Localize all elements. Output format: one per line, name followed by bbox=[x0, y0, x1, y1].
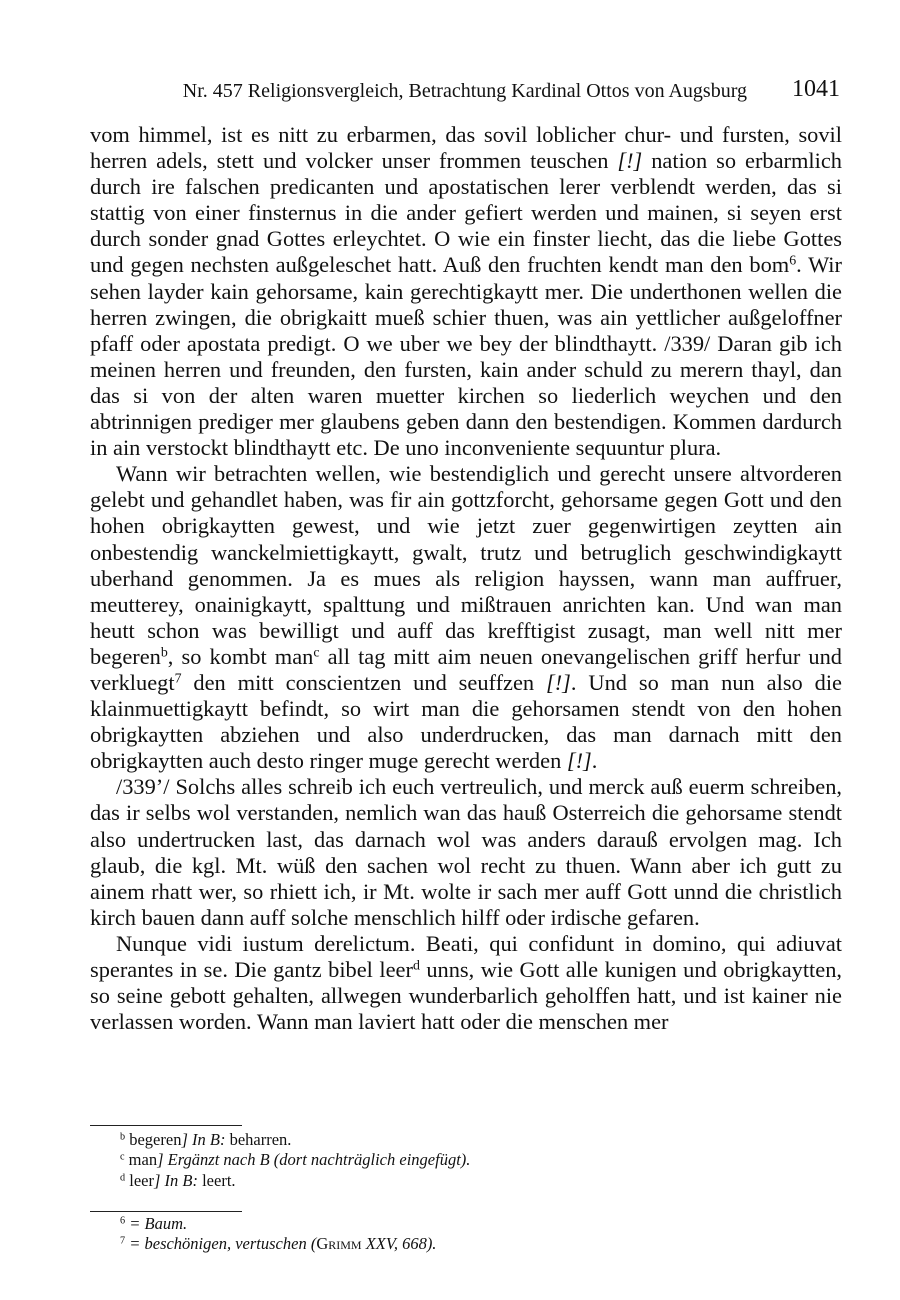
note-bracket: ] bbox=[181, 1130, 192, 1149]
text-run: . bbox=[591, 748, 598, 774]
commentary-rule bbox=[90, 1211, 242, 1212]
note-lemma: begeren bbox=[125, 1130, 182, 1149]
editorial-mark: [!] bbox=[546, 669, 571, 695]
text-run: , so kombt man bbox=[167, 643, 314, 669]
footnote-ref-d[interactable]: d bbox=[412, 958, 420, 974]
note-reference: Grimm bbox=[316, 1234, 362, 1254]
note-source: In B: bbox=[164, 1170, 198, 1190]
commentary-notes bbox=[120, 1214, 840, 1255]
text-run: nation so erbarmlich durch ire falschen predicanten und apostatischen lerer verblendt werden, das si stattig von einer finsternus in die ander gefiert werden und mainen, si seyen erst durch sonder gnad Gottes erleychtet. O wie ein finster liecht, das die liebe Gottes und gegen nechsten außgeleschet hatt. Auß den fruchten kendt man den bom bbox=[90, 148, 842, 278]
note-text: = beschönigen, vertuschen ( bbox=[125, 1234, 317, 1254]
paragraph-2 bbox=[90, 461, 842, 774]
note-bracket: ] bbox=[153, 1170, 165, 1190]
note-mark: 6 bbox=[120, 1215, 126, 1227]
text-run: /339’/ Solchs alles schreib ich euch vertreulich, und merck auß euerm schreiben, das ir selbs wol verstanden, nemlich wan das hauß Osterreich die gehorsame stendt also undertrucken last, das darnach wol was anders darauß ervolgen mag. Ich glaub, die kgl. Mt. wüß den sachen wol recht zu thuen. Wann aber ich gutt zu ainem rhatt wer, so rhiett ich, ir Mt. wolte ir sach mer auff Gott unnd die christlich kirch bauen dann auff solche menschlich hilff oder irdische gefaren. bbox=[90, 774, 842, 930]
apparatus-note bbox=[120, 1130, 840, 1150]
footnote-ref-6[interactable]: 6 bbox=[789, 253, 797, 269]
footnote-rule bbox=[90, 1125, 242, 1126]
text-run: den mitt conscientzen und seuffzen bbox=[181, 669, 547, 695]
running-title: Nr. 457 Religionsvergleich, Betrachtung Kardinal Ottos von Augsburg bbox=[182, 80, 747, 102]
note-mark: d bbox=[120, 1171, 126, 1183]
commentary-note bbox=[120, 1214, 840, 1234]
note-mark: c bbox=[120, 1151, 125, 1163]
text-run: vom himmel, ist es nitt zu erbarmen, das sovil loblicher chur- und fursten, sovil herren adels, stett und volcker unser frommen teuschen bbox=[90, 122, 842, 174]
note-lemma: man bbox=[124, 1150, 158, 1170]
footnote-ref-c[interactable]: c bbox=[313, 645, 320, 661]
note-source: In B: bbox=[192, 1130, 226, 1149]
text-run: Wann wir betrachten wellen, wie bestendiglich und gerecht unsere altvorderen gelebt und gehandlet haben, was fir ain gottzforcht, gehorsame gegen Gott und den hohen obrigkaytten gewest, und wie jetzt zuer gegenwirtigen zeytten ain onbestendig wanckelmiettigkaytt, gwalt, trutz und betruglich geschwindigkaytt uberhand genommen. Ja es mues als religion hayssen, wann man auffruer, meutterey, onainigkaytt, spalttung und mißtrauen anrichten kan. Und wan man heutt schon was bewilligt und auff das krefftigist zusagt, man well nitt mer begeren bbox=[90, 461, 842, 669]
apparatus-note bbox=[120, 1150, 840, 1170]
paragraph-4 bbox=[90, 931, 842, 1035]
text-run: . Wir sehen layder kain gehorsame, kain gerechtigkaytt mer. Die underthonen wellen die herren zwingen, die obrigkaitt mueß schier thuen, was ain yettlicher außgeloffner pfaff oder apostata predigt. O we uber we bey der blindthaytt. /339/ Daran gib ich meinen herren und freunden, den fursten, kain ander schuld zu merern thayl, dan das si von der alten waren muetter kirchen so liederlich weychen und den abtrinnigen prediger mer glaubens geben dann den bestendigen. Kommen dardurch in ain verstockt blindthaytt etc. De uno inconveniente sequuntur plura. bbox=[90, 252, 842, 461]
page-header bbox=[90, 76, 840, 106]
note-mark: b bbox=[120, 1131, 126, 1143]
note-text: = Baum. bbox=[125, 1214, 188, 1233]
text-run: . Und so man nun also die klainmuettigkaytt befindt, so wirt man die gehorsamen stendt von den hohen obrigkaytten abziehen und also underdrucken, das man darnach mitt den obrigkaytten auch desto ringer muge gerecht werden bbox=[90, 669, 842, 774]
paragraph-1 bbox=[90, 122, 842, 461]
note-text: beharren. bbox=[225, 1130, 292, 1149]
footnote-ref-b[interactable]: b bbox=[160, 645, 168, 661]
apparatus-notes bbox=[120, 1130, 840, 1191]
paragraph-3 bbox=[90, 774, 842, 931]
note-bracket: ] bbox=[157, 1150, 168, 1170]
apparatus-note bbox=[120, 1171, 840, 1191]
main-text bbox=[90, 122, 842, 1035]
footnote-ref-7[interactable]: 7 bbox=[174, 671, 182, 687]
note-mark: 7 bbox=[120, 1235, 126, 1247]
editorial-mark: [!] bbox=[566, 748, 592, 774]
note-lemma: leer bbox=[125, 1170, 154, 1190]
text-run: unns, wie Gott alle kunigen und obrigkaytten, so seine gebott gehalten, allwegen wunderbarlich geholffen hatt, und ist kainer nie verlassen worden. Wann man laviert hatt oder die menschen mer bbox=[90, 957, 842, 1035]
text-run: Nunque vidi iustum derelictum. Beati, qui confidunt in domino, qui adiuvat sperantes in se. Die gantz bibel leer bbox=[90, 930, 842, 982]
page-number: 1041 bbox=[792, 76, 840, 102]
editorial-mark: [!] bbox=[617, 148, 643, 174]
note-text: Ergänzt nach B (dort nachträglich eingefügt). bbox=[167, 1150, 471, 1170]
text-run: all tag mitt aim neuen onevangelischen griff herfur und verkluegt bbox=[90, 643, 843, 695]
note-text: leert. bbox=[197, 1170, 236, 1190]
commentary-note bbox=[120, 1234, 840, 1254]
note-text: XXV, 668). bbox=[361, 1234, 437, 1254]
